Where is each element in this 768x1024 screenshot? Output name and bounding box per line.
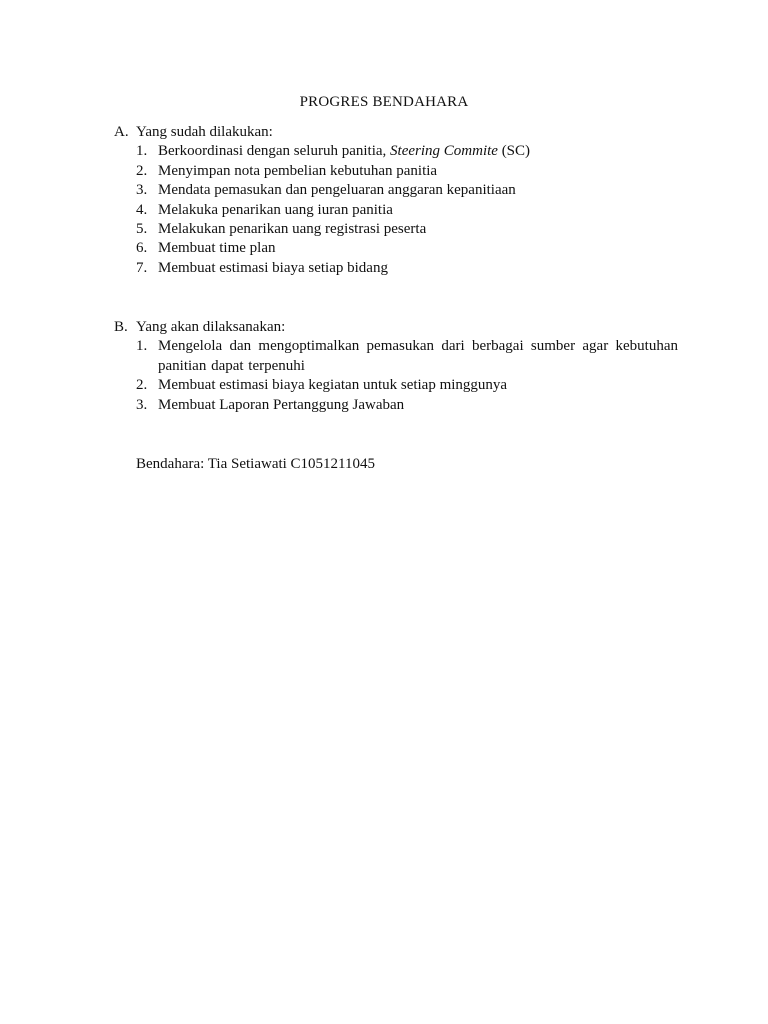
item-number: 4. [136,201,148,218]
item-text-part: Berkoordinasi dengan seluruh panitia, [158,143,391,160]
list-item [114,337,678,376]
list-item [114,396,678,415]
item-text: Membuat estimasi biaya kegiatan untuk setiap minggunya [158,377,508,394]
item-text: Membuat Laporan Pertanggung Jawaban [158,396,405,413]
item-number: 1. [136,338,148,355]
section-letter: B. [114,319,128,335]
list-item [114,239,678,258]
section-letter: A. [114,124,129,140]
item-text: Melakuka penarikan uang iuran panitia [158,201,393,218]
list-item [114,220,678,239]
item-text [158,142,678,161]
item-number: 7. [136,259,148,276]
item-number: 3. [136,396,148,413]
section-label: Yang akan dilaksanakan: [136,319,286,335]
document-title: PROGRES BENDAHARA [299,94,469,110]
item-text: Menyimpan nota pembelian kebutuhan panitia [158,162,438,179]
list-item [114,142,678,161]
planned-list [114,337,678,415]
item-number: 3. [136,182,148,199]
item-text: Membuat time plan [158,240,276,257]
list-item [114,181,678,200]
section-label: Yang sudah dilakukan: [136,124,273,140]
list-item [114,162,678,181]
item-text: Mengelola dan mengoptimalkan pemasukan dari berbagai sumber agar kebutuhan panitian dapat terpenuhi [158,338,678,374]
list-item [114,376,678,395]
section-header [114,123,678,142]
item-text-italic: Steering Commite [390,143,498,160]
item-text: Mendata pemasukan dan pengeluaran anggaran kepanitiaan [158,182,516,199]
item-text-part: (SC) [497,143,531,160]
section-done [114,123,678,278]
done-list [114,142,678,278]
item-number: 6. [136,240,148,257]
section-header [114,318,678,337]
treasurer-signoff: Bendahara: Tia Setiawati C1051211045 [136,456,376,472]
item-number: 1. [136,143,148,160]
item-text: Membuat estimasi biaya setiap bidang [158,259,388,276]
section-planned [114,318,678,415]
list-item [114,259,678,278]
item-number: 5. [136,221,148,238]
list-item [114,201,678,220]
item-number: 2. [136,162,148,179]
item-text: Melakukan penarikan uang registrasi peserta [158,221,427,238]
item-number: 2. [136,377,148,394]
